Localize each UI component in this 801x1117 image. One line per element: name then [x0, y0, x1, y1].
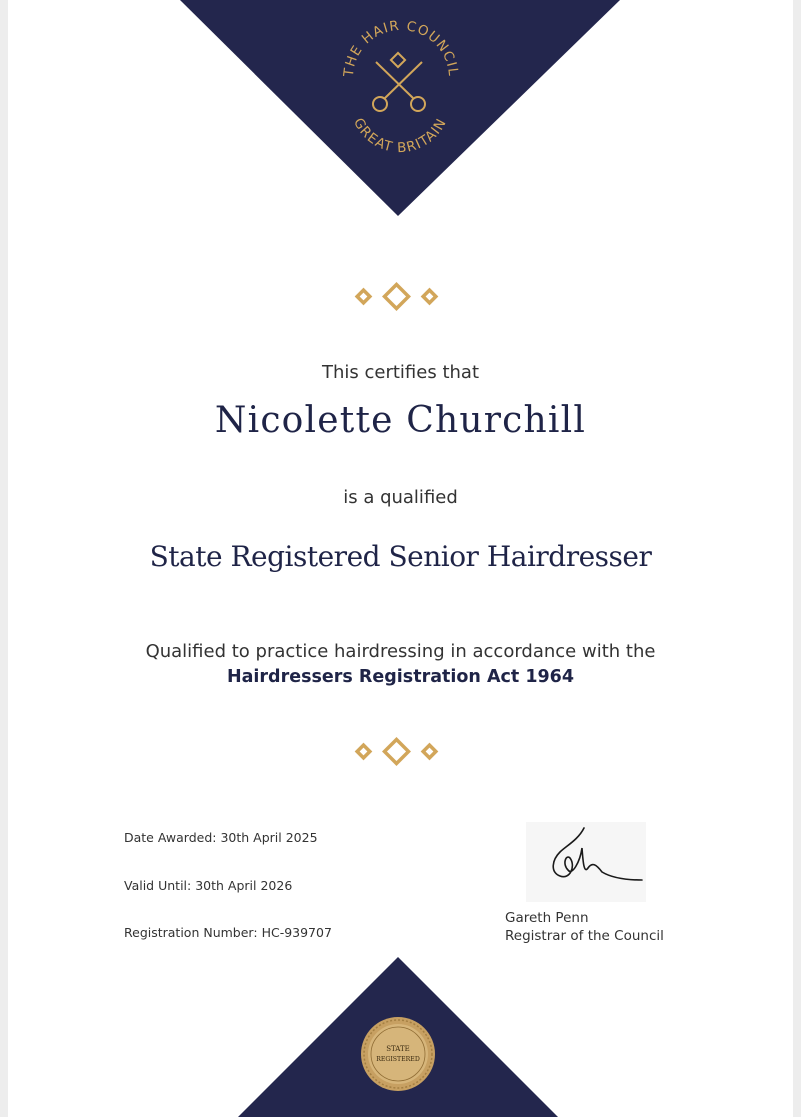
valid-until-label: Valid Until: — [124, 878, 192, 893]
state-registered-seal — [360, 1016, 436, 1092]
statement-line-1: Qualified to practice hairdressing in accordance with the — [145, 641, 656, 662]
signatory-role: Registrar of the Council — [505, 928, 664, 944]
date-awarded-label: Date Awarded: — [124, 830, 217, 845]
registration-value: HC-939707 — [261, 925, 332, 940]
seal-line-2: REGISTERED — [376, 1056, 420, 1063]
registration-label: Registration Number: — [124, 925, 258, 940]
valid-until-value: 30th April 2026 — [195, 878, 293, 893]
statement-line-2: Hairdressers Registration Act 1964 — [226, 667, 575, 687]
emblem-top-text: THE HAIR COUNCIL — [340, 17, 462, 78]
qualification-title: State Registered Senior Hairdresser — [149, 540, 652, 573]
recipient-name: Nicolette Churchill — [214, 400, 587, 441]
seal-line-1: STATE — [386, 1045, 410, 1053]
date-awarded-value: 30th April 2025 — [220, 830, 318, 845]
certificate-page — [8, 0, 793, 1117]
emblem-bottom-text: GREAT BRITAIN — [349, 115, 451, 157]
signatory-name: Gareth Penn — [505, 910, 589, 926]
certifies-intro: This certifies that — [322, 362, 479, 383]
qualifier-text: is a qualified — [343, 487, 458, 508]
bottom-triangle-banner — [8, 0, 793, 1117]
